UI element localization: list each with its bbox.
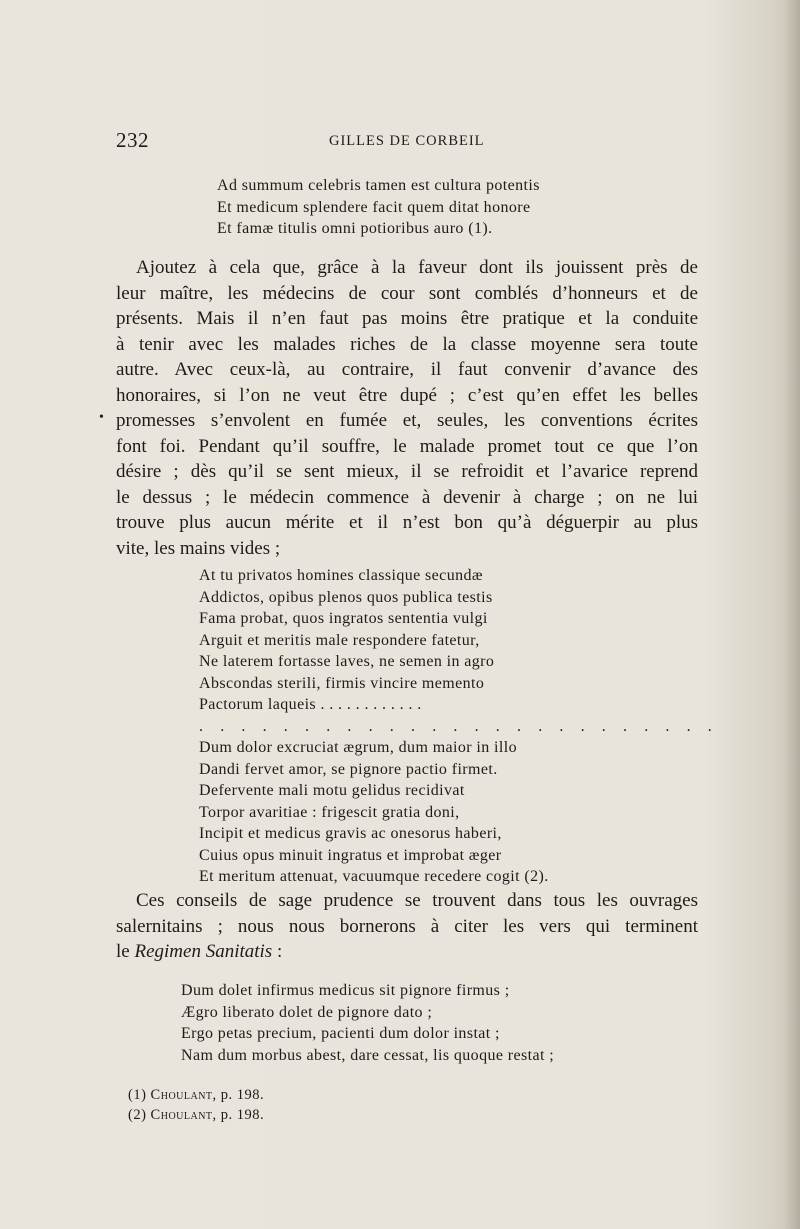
verse-line: Defervente mali motu gelidus recidivat: [199, 782, 465, 799]
verse-line: Fama probat, quos ingratos sententia vulgi: [199, 610, 488, 627]
verse-line: Torpor avaritiae : frigescit gratia doni,: [199, 803, 460, 821]
verse-line: Pactorum laqueis . . . . . . . . . . . .: [199, 696, 422, 713]
prose-line: autre. Avec ceux-là, au contraire, il faut convenir d’avance des: [116, 359, 698, 380]
prose-line: leur maître, les médecins de cour sont comblés d’honneurs et de: [116, 282, 698, 304]
latin-verse-2: [199, 565, 718, 888]
prose-line: Ces conseils de sage prudence se trouvent dans tous les ouvrages: [136, 890, 698, 911]
prose-line: présents. Mais il n’en faut pas moins être pratique et la conduite: [116, 308, 698, 329]
verse-line: Nam dum morbus abest, dare cessat, lis quoque restat ;: [181, 1046, 555, 1064]
footnote-ref: , p. 198.: [212, 1087, 265, 1103]
verse-line: Ad summum celebris tamen est cultura potentis: [217, 177, 540, 194]
latin-verse-3: [181, 980, 554, 1066]
prose-line: font foi. Pendant qu’il souffre, le malade promet tout ce que l’on: [116, 435, 698, 457]
prose-line: vite, les mains vides ;: [116, 537, 281, 559]
verse-line: Cuius opus minuit ingratus et improbat æger: [199, 846, 502, 864]
verse-line: Dum dolet infirmus medicus sit pignore firmus ;: [181, 982, 510, 999]
page-edge-shadow: [784, 0, 800, 1229]
footnote: [128, 1085, 264, 1105]
prose-line: trouve plus aucun mérite et il n’est bon qu’à déguerpir au plus: [116, 512, 698, 533]
prose-line-final: [116, 939, 698, 965]
verse-line: Ægro liberato dolet de pignore dato ;: [181, 1003, 433, 1021]
footnote-author: Choulant: [150, 1107, 213, 1123]
prose-paragraph-2: [116, 888, 698, 965]
prose-suffix: :: [272, 941, 283, 962]
prose-line: salernitains ; nous nous bornerons à citer les vers qui terminent: [116, 915, 698, 937]
prose-prefix: le: [116, 941, 135, 962]
verse-line: Et meritum attenuat, vacuumque recedere cogit (2).: [199, 868, 549, 885]
prose-line: à tenir avec les malades riches de la classe moyenne sera toute: [116, 333, 698, 355]
running-title: GILLES DE CORBEIL: [329, 133, 485, 149]
latin-verse-1: [217, 175, 540, 240]
work-title: Regimen Sanitatis: [134, 941, 273, 962]
footnote-marker: (2): [128, 1107, 147, 1123]
footnote-author: Choulant: [150, 1087, 213, 1103]
verse-line: At tu privatos homines classique secundæ: [199, 567, 483, 584]
ellipsis-line: . . . . . . . . . . . . . . . . . . . . . . . . .: [199, 717, 719, 735]
verse-line: Arguit et meritis male respondere fatetur,: [199, 631, 480, 649]
verse-line: Et famæ titulis omni potioribus auro (1).: [217, 220, 493, 237]
footnote-marker: (1): [128, 1087, 147, 1103]
footnotes: [128, 1085, 264, 1125]
margin-dot: •: [99, 410, 104, 425]
page-header: [116, 128, 696, 158]
verse-line: Addictos, opibus plenos quos publica testis: [199, 588, 493, 606]
prose-line: le dessus ; le médecin commence à devenir à charge ; on ne lui: [116, 486, 698, 508]
prose-line: désire ; dès qu’il se sent mieux, il se refroidit et l’avarice reprend: [116, 461, 698, 482]
verse-line: Et medicum splendere facit quem ditat honore: [217, 198, 531, 216]
verse-line: Dum dolor excruciat ægrum, dum maior in illo: [199, 739, 517, 756]
verse-line: Dandi fervet amor, se pignore pactio firmet.: [199, 760, 498, 778]
prose-line: Ajoutez à cela que, grâce à la faveur dont ils jouissent près de: [136, 257, 698, 278]
prose-line: promesses s’envolent en fumée et, seules, les conventions écrites: [116, 410, 698, 431]
prose-line: honoraires, si l’on ne veut être dupé ; c’est qu’en effet les belles: [116, 384, 698, 406]
verse-line: Incipit et medicus gravis ac onesorus haberi,: [199, 825, 502, 842]
verse-line: Ergo petas precium, pacienti dum dolor instat ;: [181, 1025, 500, 1042]
prose-paragraph-1: [116, 255, 698, 561]
verse-line: Abscondas sterili, firmis vincire memento: [199, 674, 485, 692]
footnote: [128, 1105, 264, 1125]
page-number: 232: [116, 128, 149, 152]
footnote-ref: , p. 198.: [212, 1107, 265, 1123]
verse-line: Ne laterem fortasse laves, ne semen in agro: [199, 653, 495, 670]
